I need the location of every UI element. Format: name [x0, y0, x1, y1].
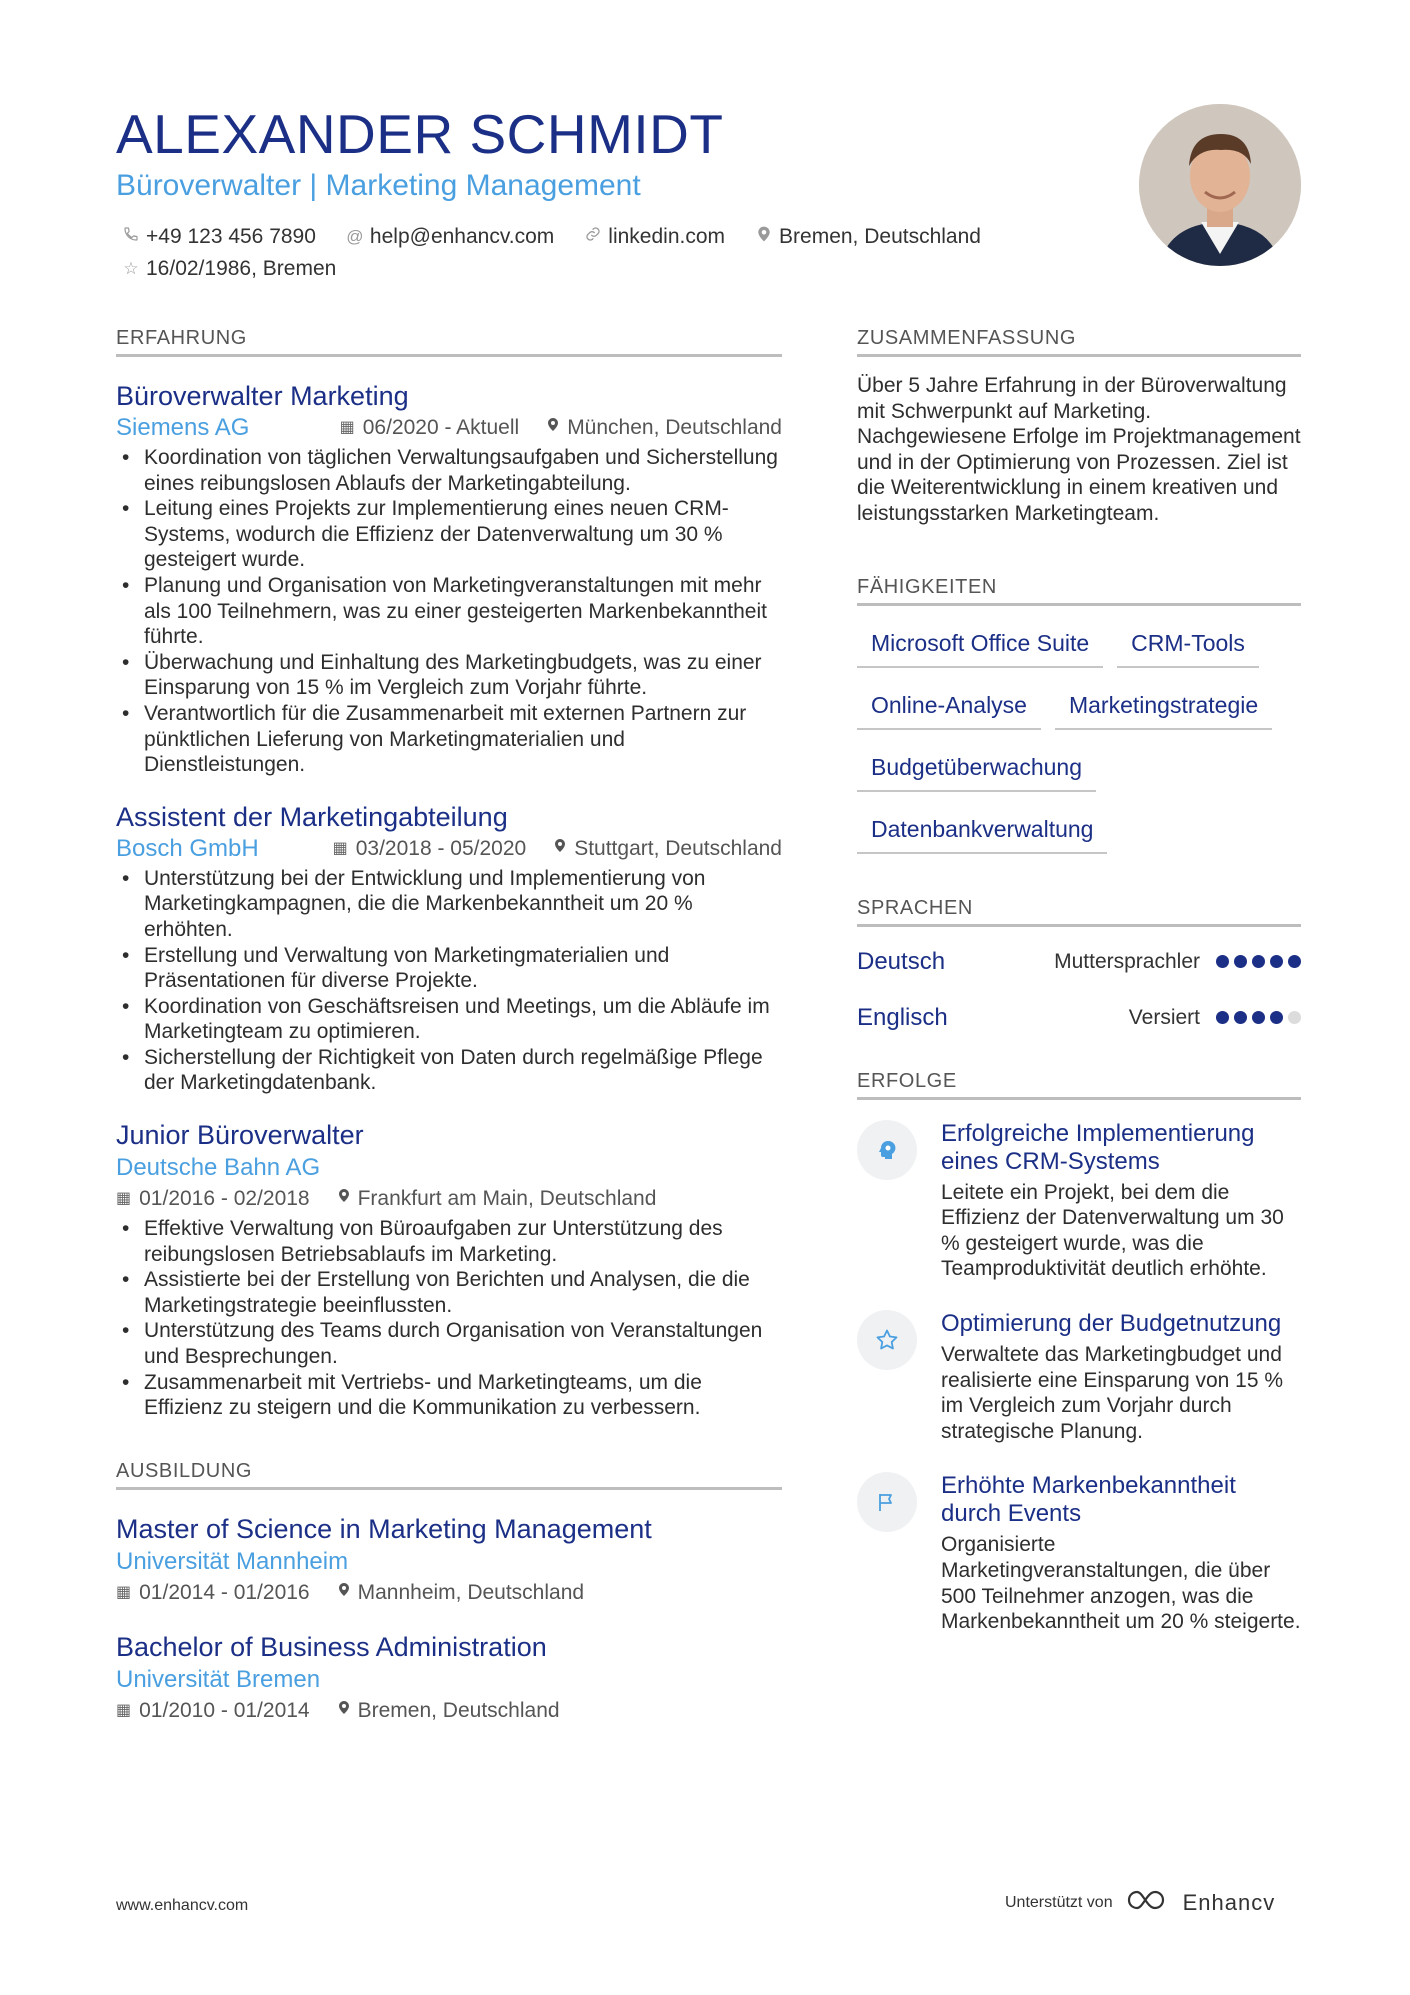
company-name: Deutsche Bahn AG	[116, 1154, 321, 1182]
education-meta	[116, 1696, 782, 1726]
birth-row	[122, 256, 336, 282]
job-location: Frankfurt am Main, Deutschland	[357, 1187, 657, 1211]
flag-icon	[857, 1472, 917, 1532]
location-pin-icon	[554, 834, 566, 864]
language-level: Versiert	[1128, 1005, 1200, 1029]
list-item: • Effektive Verwaltung von Büroaufgaben zur Unterstützung des reibungslosen Betriebsablaufs im Marketing.	[116, 1216, 782, 1267]
skill-tag: Microsoft Office Suite	[857, 622, 1103, 668]
location-pin-icon	[338, 1578, 350, 1608]
brand-name: Enhancv	[1182, 1889, 1276, 1915]
rating-dot-filled	[1234, 1011, 1247, 1024]
achievement-desc: Leitete ein Projekt, bei dem die Effizienz der Datenverwaltung um 30 % gesteigert wurde, was die Teamproduktivität deutlich erhöhte.	[941, 1180, 1284, 1281]
rating-dot-filled	[1270, 955, 1283, 968]
rating-dot-filled	[1216, 1011, 1229, 1024]
education-section-title: AUSBILDUNG	[116, 1459, 782, 1490]
linkedin-text[interactable]: linkedin.com	[608, 225, 726, 248]
languages-section-title: SPRACHEN	[857, 896, 1301, 927]
list-item: • Planung und Organisation von Marketingveranstaltungen mit mehr als 100 Teilnehmern, was zu einer gesteigerten Markenbekanntheit führte.	[116, 573, 782, 650]
company-name: Bosch GmbH	[116, 834, 259, 862]
contact-birth	[122, 256, 336, 282]
rating-dot-filled	[1216, 955, 1229, 968]
achievement-item	[857, 1472, 1301, 1634]
footer-website[interactable]: www.enhancv.com	[116, 1897, 249, 1914]
contact-phone	[122, 224, 316, 250]
language-rating	[1216, 1011, 1301, 1024]
job-title: Büroverwalter Marketing	[116, 381, 409, 411]
location-text: Bremen, Deutschland	[779, 225, 981, 248]
experience-section-title: ERFAHRUNG	[116, 326, 782, 357]
school-name: Universität Mannheim	[116, 1547, 349, 1575]
at-icon: @	[346, 227, 364, 246]
degree-title: Bachelor of Business Administration	[116, 1631, 547, 1662]
job-dates: 01/2016 - 02/2018	[139, 1187, 310, 1211]
birth-text: 16/02/1986, Bremen	[146, 257, 337, 280]
achievement-title: Erhöhte Markenbekanntheit durch Events	[941, 1472, 1236, 1528]
language-level: Muttersprachler	[1054, 949, 1200, 973]
achievement-item	[857, 1310, 1301, 1444]
achievement-title: Optimierung der Budgetnutzung	[941, 1309, 1282, 1337]
list-item: • Assistierte bei der Erstellung von Berichten und Analysen, die die Marketingstrategie beeinflussten.	[116, 1267, 782, 1318]
school-name: Universität Bremen	[116, 1665, 321, 1693]
education-entry	[116, 1630, 782, 1726]
language-name: Deutsch	[857, 947, 946, 975]
candidate-subtitle: Büroverwalter | Marketing Management	[116, 169, 641, 202]
job-dates: 06/2020 - Aktuell	[362, 416, 520, 439]
summary-text: Über 5 Jahre Erfahrung in der Büroverwaltung mit Schwerpunkt auf Marketing. Nachgewiesene Erfolge im Projektmanagement und in der Optimierung von Prozessen. Ziel ist die Weiterentwicklung in einem kreativen und leistungsstarken Marketingteam.	[857, 374, 1301, 525]
phone-text[interactable]: +49 123 456 7890	[146, 225, 316, 248]
skill-tag: Marketingstrategie	[1055, 684, 1272, 730]
language-rating	[1216, 955, 1301, 968]
achievement-desc: Organisierte Marketingveranstaltungen, die über 500 Teilnehmer anzogen, was die Markenbekanntheit um 20 % steigerte.	[941, 1533, 1301, 1634]
education-location: Bremen, Deutschland	[357, 1698, 560, 1722]
job-title: Junior Büroverwalter	[116, 1120, 364, 1151]
calendar-icon: ▦	[339, 419, 355, 436]
location-pin-icon	[338, 1184, 350, 1214]
job-bullets	[116, 866, 782, 1096]
right-column	[857, 326, 1301, 1635]
email-text[interactable]: help@enhancv.com	[369, 225, 555, 248]
achievement-desc: Verwaltete das Marketingbudget und realisierte eine Einsparung von 15 % im Vergleich zum Vorjahr durch strategische Planung.	[941, 1342, 1284, 1443]
list-item: • Überwachung und Einhaltung des Marketingbudgets, was zu einer Einsparung von 15 % im Vergleich zum Vorjahr führte.	[116, 650, 782, 701]
lightbulb-head-icon	[857, 1120, 917, 1180]
profile-photo	[1139, 104, 1301, 266]
list-item: • Leitung eines Projekts zur Implementierung eines neuen CRM-Systems, wodurch die Effizienz der Datenverwaltung um 30 % gesteigert wurde.	[116, 496, 782, 573]
contact-email	[346, 224, 554, 250]
calendar-icon: ▦	[116, 1701, 132, 1719]
education-entry	[116, 1512, 782, 1608]
skill-tag: Budgetüberwachung	[857, 746, 1096, 792]
contact-linkedin	[584, 224, 725, 250]
job-bullets	[116, 445, 782, 778]
rating-dot-filled	[1252, 955, 1265, 968]
list-item: • Erstellung und Verwaltung von Marketingmaterialien und Präsentationen für diverse Projekte.	[116, 943, 782, 994]
link-icon	[584, 224, 602, 250]
education-dates: 01/2014 - 01/2016	[139, 1580, 310, 1604]
skill-tag: Online-Analyse	[857, 684, 1041, 730]
skill-tag: CRM-Tools	[1117, 622, 1259, 668]
contact-row	[122, 224, 981, 250]
job-dates: 03/2018 - 05/2020	[355, 836, 527, 860]
rating-dot-empty	[1288, 1011, 1301, 1024]
star-icon	[857, 1310, 917, 1370]
achievement-title: Erfolgreiche Implementierung eines CRM-Systems	[941, 1119, 1255, 1175]
location-pin-icon	[338, 1696, 350, 1726]
rating-dot-filled	[1270, 1011, 1283, 1024]
rating-dot-filled	[1252, 1011, 1265, 1024]
list-item: • Sicherstellung der Richtigkeit von Daten durch regelmäßige Pflege der Marketingdatenbank.	[116, 1045, 782, 1096]
rating-dot-filled	[1288, 955, 1301, 968]
rating-dot-filled	[1234, 955, 1247, 968]
calendar-icon: ▦	[332, 839, 348, 857]
experience-entry	[116, 379, 782, 778]
job-location: Stuttgart, Deutschland	[574, 836, 782, 860]
candidate-name: ALEXANDER SCHMIDT	[116, 103, 724, 165]
experience-entry	[116, 1118, 782, 1421]
skill-tag: Datenbankverwaltung	[857, 808, 1107, 854]
education-dates: 01/2010 - 01/2014	[139, 1698, 310, 1722]
degree-title: Master of Science in Marketing Management	[116, 1513, 652, 1544]
location-pin-icon	[547, 413, 559, 443]
job-location: München, Deutschland	[567, 416, 782, 439]
list-item: • Koordination von täglichen Verwaltungsaufgaben und Sicherstellung eines reibungslosen Ablaufs der Marketingabteilung.	[116, 445, 782, 496]
language-name: Englisch	[857, 1003, 948, 1031]
achievements-section-title: ERFOLGE	[857, 1069, 1301, 1100]
list-item: • Zusammenarbeit mit Vertriebs- und Marketingteams, um die Effizienz zu steigern und die Kommunikation zu verbessern.	[116, 1370, 782, 1421]
calendar-icon: ▦	[116, 1190, 132, 1208]
skills-list	[857, 622, 1301, 854]
summary-section-title: ZUSAMMENFASSUNG	[857, 326, 1301, 357]
job-meta	[116, 413, 782, 443]
experience-entry	[116, 800, 782, 1096]
star-outline-icon: ☆	[123, 259, 139, 278]
calendar-icon: ▦	[116, 1583, 132, 1601]
job-meta	[116, 1184, 782, 1214]
achievement-item	[857, 1120, 1301, 1282]
job-meta	[116, 834, 782, 864]
powered-by-text: Unterstützt von	[1005, 1893, 1113, 1911]
phone-icon	[122, 224, 140, 250]
company-name: Siemens AG	[116, 414, 250, 441]
list-item: • Koordination von Geschäftsreisen und Meetings, um die Abläufe im Marketingteam zu optimieren.	[116, 994, 782, 1045]
enhancv-logo-icon	[1125, 1888, 1171, 1917]
language-item	[857, 997, 1301, 1039]
contact-location	[755, 224, 981, 250]
list-item: • Unterstützung bei der Entwicklung und Implementierung von Marketingkampagnen, die die Markenbekanntheit um 20 % erhöhten.	[116, 866, 782, 943]
list-item: • Verantwortlich für die Zusammenarbeit mit externen Partnern zur pünktlichen Lieferung von Marketingmaterialien und Dienstleistungen.	[116, 701, 782, 778]
left-column	[116, 326, 782, 1726]
list-item: • Unterstützung des Teams durch Organisation von Veranstaltungen und Besprechungen.	[116, 1318, 782, 1369]
language-item	[857, 941, 1301, 983]
location-pin-icon	[755, 224, 773, 250]
skills-section-title: FÄHIGKEITEN	[857, 575, 1301, 606]
education-location: Mannheim, Deutschland	[357, 1580, 585, 1604]
footer-branding	[1005, 1888, 1275, 1917]
education-meta	[116, 1578, 782, 1608]
job-bullets	[116, 1216, 782, 1421]
job-title: Assistent der Marketingabteilung	[116, 801, 508, 832]
